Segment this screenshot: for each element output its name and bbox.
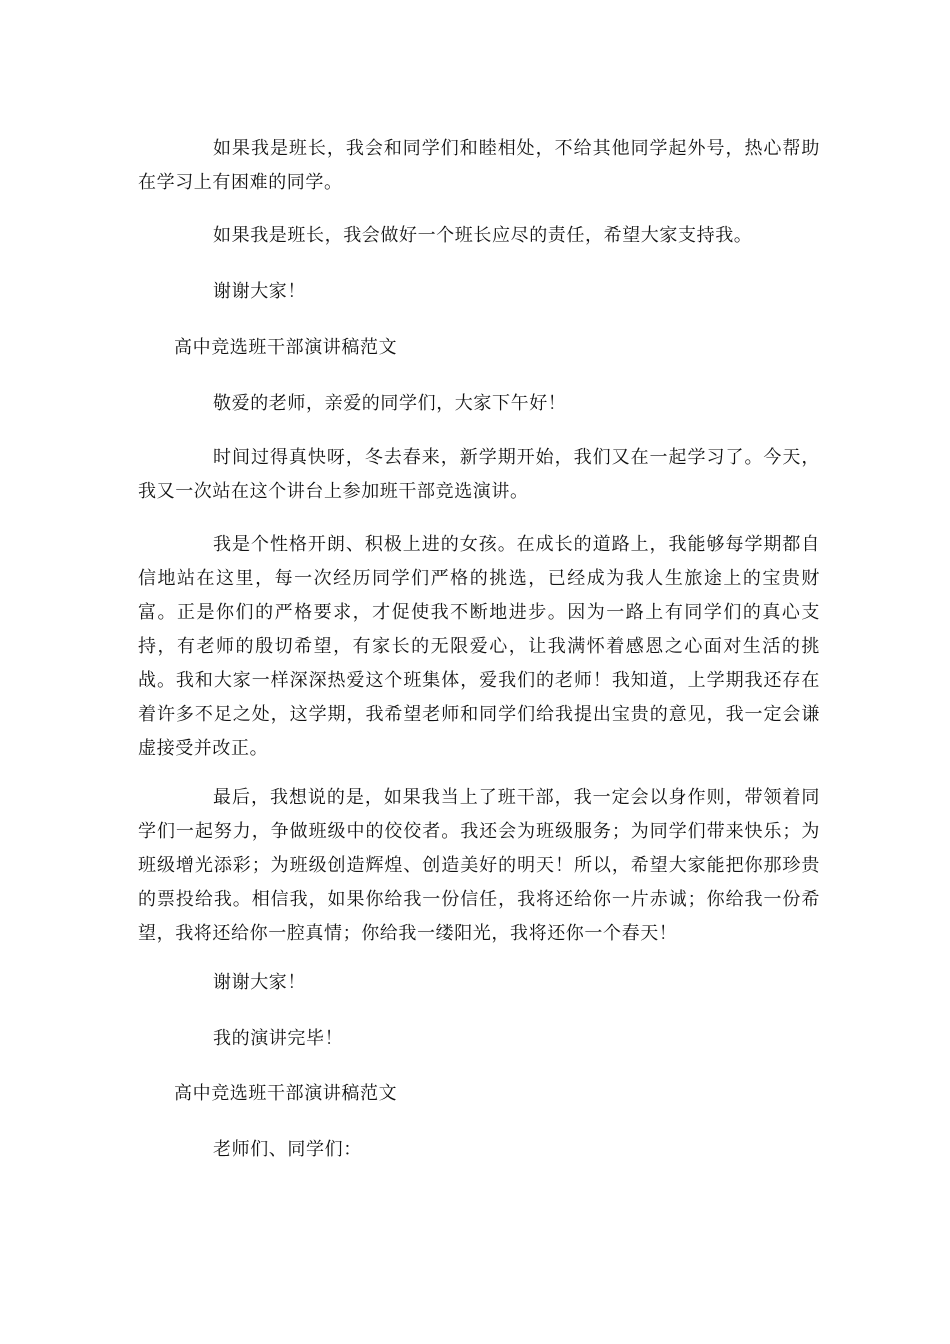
- paragraph-class-monitor-harmony: 如果我是班长，我会和同学们和睦相处，不给其他同学起外号，热心帮助在学习上有困难的同学。: [138, 138, 820, 193]
- section-heading-1: 高中竞选班干部演讲稿范文: [174, 337, 398, 358]
- paragraph-thanks-1: 谢谢大家！: [213, 281, 306, 302]
- paragraph-class-monitor-duty: 如果我是班长，我会做好一个班长应尽的责任，希望大家支持我。: [213, 225, 753, 246]
- paragraph-greeting: 敬爱的老师，亲爱的同学们，大家下午好！: [213, 393, 567, 414]
- paragraph-closing-appeal: 最后，我想说的是，如果我当上了班干部，我一定会以身作则，带领着同学们一起努力，争做班级中的佼佼者。我还会为班级服务；为同学们带来快乐；为班级增光添彩；为班级创造辉煌、创造美好的明天！所以，希望大家能把你那珍贵的票投给我。相信我，如果你给我一份信任，我将还给你一片赤诚；你给我一份希望，我将还给你一腔真情；你给我一缕阳光，我将还你一个春天！: [138, 787, 820, 944]
- paragraph-self-introduction: 我是个性格开朗、积极上进的女孩。在成长的道路上，我能够每学期都自信地站在这里，每一次经历同学们严格的挑选，已经成为我人生旅途上的宝贵财富。正是你们的严格要求，才促使我不断地进步。因为一路上有同学们的真心支持，有老师的殷切希望，有家长的无限爱心，让我满怀着感恩之心面对生活的挑战。我和大家一样深深热爱这个班集体，爱我们的老师！我知道，上学期我还存在着许多不足之处，这学期，我希望老师和同学们给我提出宝贵的意见，我一定会谦虚接受并改正。: [138, 534, 820, 759]
- paragraph-address: 老师们、同学们：: [213, 1139, 362, 1160]
- section-heading-2: 高中竞选班干部演讲稿范文: [174, 1083, 398, 1104]
- paragraph-time-flies: 时间过得真快呀，冬去春来，新学期开始，我们又在一起学习了。今天，我又一次站在这个讲台上参加班干部竞选演讲。: [138, 447, 820, 502]
- paragraph-thanks-2: 谢谢大家！: [213, 972, 306, 993]
- paragraph-speech-end: 我的演讲完毕！: [213, 1028, 344, 1049]
